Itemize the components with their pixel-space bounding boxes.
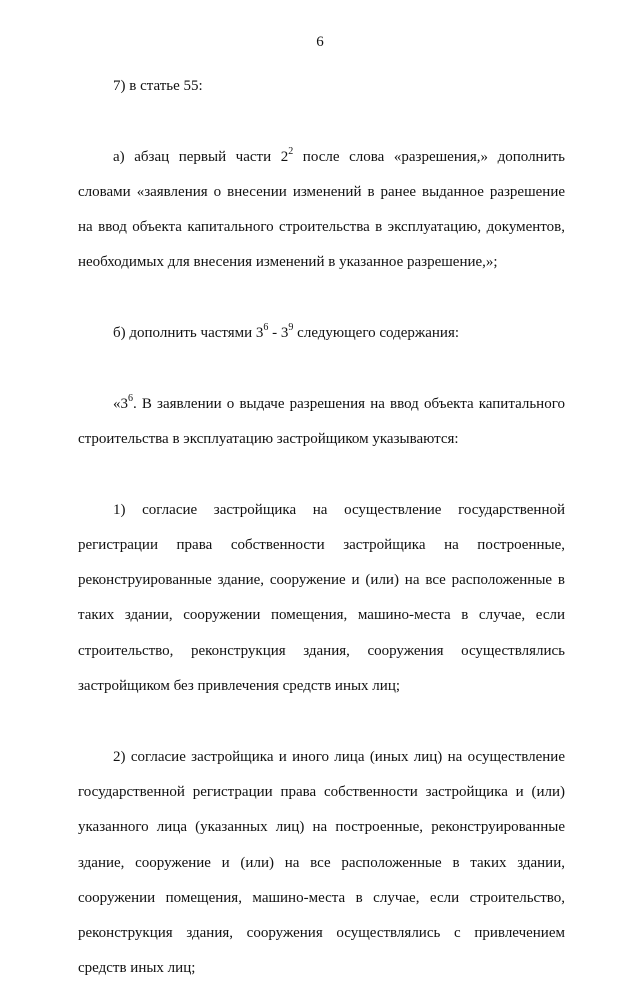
page-number: 6 — [316, 34, 324, 50]
text-line: 2) согласие застройщика и иного лица (иных лиц) на осуществление — [113, 748, 565, 765]
paragraph-part-3-6 — [78, 387, 565, 458]
paragraph-article-55 — [78, 69, 565, 104]
text-line — [78, 140, 565, 175]
text-fragment: б) дополнить частями 3 — [113, 325, 264, 342]
paragraph-item-1 — [78, 493, 565, 705]
text-line: 7) в статье 55: — [113, 78, 203, 94]
paragraph-spacer — [78, 457, 565, 492]
text-line: регистрации права собственности застройщика на построенные, — [78, 536, 565, 553]
text-line: строительства в эксплуатацию застройщиком указываются: — [78, 430, 459, 447]
text-fragment: а) абзац первый части 2 — [113, 148, 289, 165]
paragraph-b — [78, 316, 565, 351]
text-line: здание, сооружение и (или) на все расположенные в таких здании, — [78, 854, 565, 871]
text-line: государственной регистрации права собственности застройщика и (или) — [78, 783, 565, 800]
text-line: словами «заявления о внесении изменений в ранее выданное разрешение — [78, 183, 565, 200]
text-line: строительство, реконструкция здания, сооружения осуществлялись — [78, 642, 565, 659]
text-fragment: . В заявлении о выдаче разрешения на ввод объекта капитального — [133, 395, 565, 412]
text-line: на ввод объекта капитального строительства в эксплуатацию, документов, — [78, 219, 565, 236]
superscript: 6 — [128, 392, 133, 404]
paragraph-spacer — [78, 104, 565, 139]
text-line: 1) согласие застройщика на осуществление государственной — [113, 501, 565, 518]
paragraph-spacer — [78, 351, 565, 386]
superscript: 6 — [263, 322, 269, 334]
text-fragment: «3 — [113, 395, 128, 412]
text-fragment: - 3 — [268, 325, 289, 342]
paragraph-spacer — [78, 704, 565, 739]
text-line: таких здании, сооружении помещения, машино-места в случае, если — [78, 607, 565, 624]
text-line — [78, 316, 565, 351]
text-fragment: следующего содержания: — [293, 325, 460, 342]
text-fragment: после слова «разрешения,» дополнить — [293, 148, 565, 165]
paragraph-a — [78, 140, 565, 281]
text-line: застройщиком без привлечения средств иных лиц; — [78, 678, 401, 695]
paragraph-item-2 — [78, 740, 565, 987]
text-line: средств иных лиц; — [78, 960, 196, 977]
superscript: 9 — [288, 322, 294, 334]
text-line: реконструированные здание, сооружение и (или) на все расположенные в — [78, 572, 565, 589]
text-line — [78, 387, 565, 422]
paragraph-spacer — [78, 281, 565, 316]
superscript: 2 — [288, 145, 294, 157]
document-body — [78, 69, 565, 987]
text-line: сооружении помещения, машино-места в случае, если строительство, — [78, 889, 565, 906]
text-line: реконструкция здания, сооружения осуществлялись с привлечением — [78, 925, 565, 942]
text-line: указанного лица (указанных лиц) на построенные, реконструированные — [78, 819, 565, 836]
text-line: необходимых для внесения изменений в указанное разрешение,»; — [78, 254, 498, 271]
